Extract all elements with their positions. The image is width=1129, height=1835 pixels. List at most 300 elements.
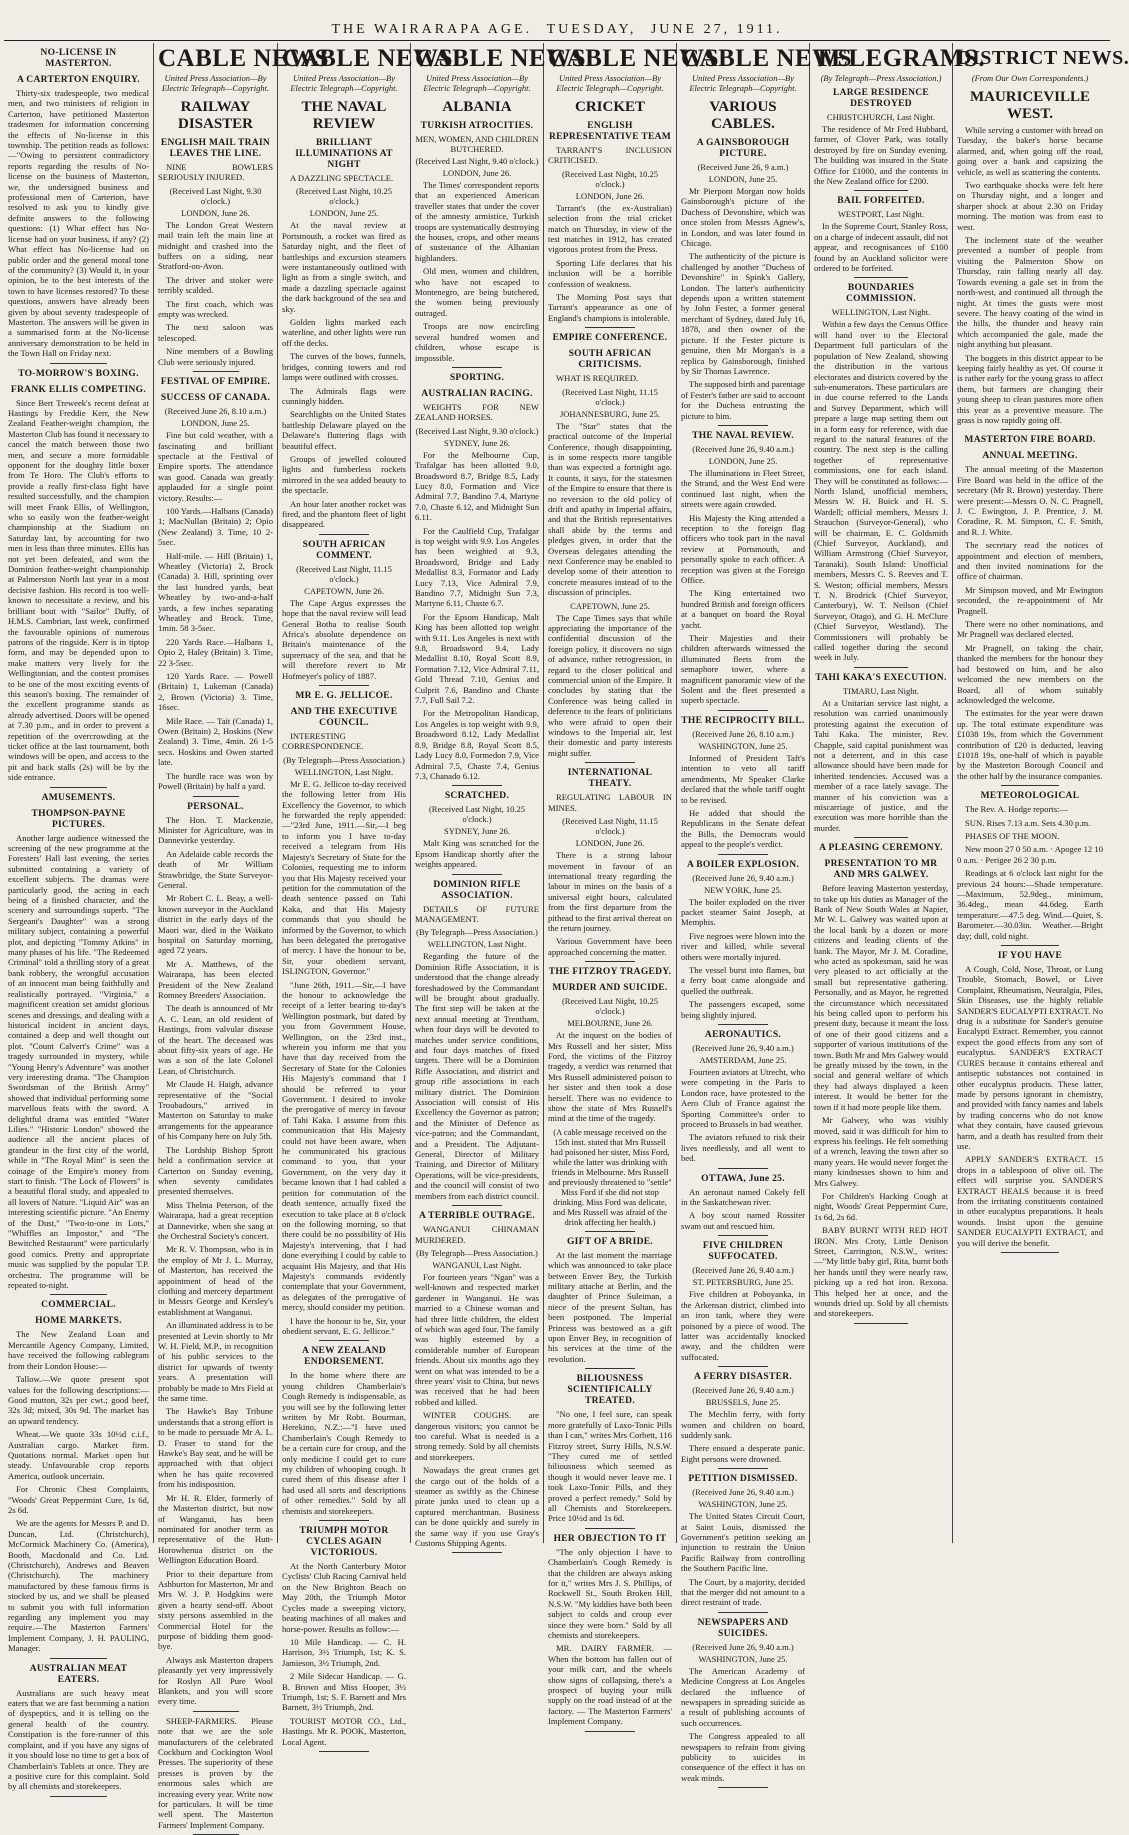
paragraph: A Cough, Cold, Nose, Throat, or Lung Trouble, Stomach, Bowel, or Liver Complaint, Rheumatism, Neuralgia, Piles, Skin Diseases, use the highly reliable SANDER'S EUCALYPTI EXTRACT. No drug is a substitute for Sander's genuine Eucalypti Extract. Remember, you cannot expect the good effects from any sort of eucalyptus. SANDER'S EXTRACT CURES because it contains ethereal and antiseptic substances not contained in other eucalyptus products. These latter, made by persons ignorant in chemistry, and provided with fancy names and labels by trading concerns who do not know what they contain, have caused grievous harm, and a death has resulted from their use. (957, 964, 1103, 1151)
article (158, 802, 273, 1712)
article-headline: BOUNDARIES COMMISSION. (845, 283, 917, 305)
column-1 (4, 43, 154, 1792)
paragraph: Mr Pragnell, on taking the chair, thanked the members for the honour they had bestowed on him, and he also welcomed the new members on the Board, all of whom suitably acknowledged the welcome. (957, 642, 1103, 705)
paragraph: Two earthquake shocks were felt here on Thursday night, and a longer and sharper shock at about 2.30 on Friday morning. The motion was from east to west. (957, 180, 1103, 232)
paragraph: Their Majesties and their children afterwards witnessed the illuminated fleets from the semaphore tower, where a magnificent panoramic view of the Solent and the fleet presented a superb spectacle. (681, 633, 805, 706)
article-subheadline: MURDER AND SUICIDE. (552, 983, 668, 994)
dateline: WELLINGTON, Last Night. (427, 939, 527, 950)
paragraph: Fine but cold weather, with a fascinating and brilliant spectacle at the Festival of Empire sports. The attendance was good. Canada was greatly applauded for a single point victory. Results:— (158, 430, 273, 503)
article-headline: A NEW ZEALAND ENDORSEMENT. (302, 1346, 386, 1368)
article (415, 880, 539, 1207)
paragraph: The American Academy of Medicine Congress at Los Angeles declared the influence of newspapers in spreading suicide as a result of publishing accounts of such occurrences. (681, 1665, 805, 1728)
dateline: BRUSSELS, June 25. (705, 1397, 781, 1408)
dateline: WASHINGTON, June 25. (698, 1653, 788, 1664)
article (681, 716, 805, 855)
column-byline: United Press Association—By Electric Telegraph—Copyright. (689, 73, 797, 93)
paragraph: The Cape Argus expresses the hope that the naval review will lead General Botha to realise South Africa's absolute dependence on Britain's maintenance of the supremacy of the sea, and that he will therefore revert to Mr Hofmeyer's policy of 1887. (282, 597, 406, 681)
article (957, 89, 1103, 430)
paragraph: Nine members of a Bowling Club were seriously injured. (158, 346, 273, 367)
article-divider (718, 1366, 768, 1367)
paragraph: The aviators refused to risk their lives needlessly, and all went to bed. (681, 1132, 805, 1164)
dateline: NEW YORK, June 25. (704, 884, 782, 895)
dateline: (By Telegraph—Press Association.) (416, 927, 538, 938)
article (282, 540, 406, 686)
article-divider (718, 1168, 768, 1169)
paragraph: Tarrant's (the ex-Australian) selection from the trial cricket match on Thursday, in view of the test matches in 1912, has created vigorous protest from the Press. (548, 202, 672, 255)
article-divider (193, 796, 239, 797)
paragraph: Golden lights marked each waterline, and other lights were run off the decks. (282, 317, 406, 348)
article (8, 369, 149, 788)
article-subheadline: AND THE EXECUTIVE COUNCIL. (290, 707, 398, 729)
paragraph: An Adelaide cable records the death of Mr William Strawbridge, the State Surveyor-General. (158, 848, 273, 890)
article (548, 1374, 672, 1528)
article-divider (319, 1520, 369, 1521)
article-headline: TRIUMPH MOTOR CYCLES AGAIN VICTORIOUS. (299, 1526, 389, 1559)
paragraph: APPLY SANDER'S EXTRACT. 15 drops in a tablespoon of olive oil. The effect will surprise you. SANDER'S EXTRACT HEALS because it is freed from the irritating constituents contained in other eucalyptus preparations. It heals wounds. Insist upon the genuine SANDER EUCALYPTI EXTRACT, and you will derive the benefit. (957, 1154, 1103, 1248)
article (282, 99, 406, 535)
column-byline: United Press Association—By Electric Telegraph—Copyright. (290, 73, 398, 93)
article-divider (585, 1368, 635, 1369)
paragraph: Fourteen aviators at Utrecht, who were competing in the Paris to London race, have protested to the Aero Club of France against the Sporting Committee's order to proceed to Brussels in bad weather. (681, 1067, 805, 1130)
article-headline: MAURICEVILLE WEST. (969, 89, 1090, 122)
paragraph: The next saloon was telescoped. (158, 322, 273, 343)
dateline: (By Telegraph—Press Association.) (283, 754, 405, 765)
paragraph: The Cape Times says that while appreciating the importance of the confidential discussion of the foreign policy, it discovers no sign of advance, rather retrogression, in regard to the closer political and commercial union of the Empire. It concludes by stating that the Conference was being called in deference to the fears of politicians who were afraid to open their windows to the Imperial air, lest their domestic and party interests might suffer. (548, 612, 672, 758)
article (681, 431, 805, 711)
paragraph: In the Supreme Court, Stanley Ross, on a charge of indecent assault, did not appear, and recognisances of £100 found by an Auckland solicitor were ordered to be forfeited. (814, 221, 948, 274)
article (814, 673, 948, 838)
article-headline: THE NAVAL REVIEW (301, 99, 387, 132)
dateline: LONDON, June 26. (181, 207, 250, 218)
article-divider (585, 1231, 635, 1232)
article (681, 99, 805, 426)
article-divider (854, 667, 908, 668)
paragraph: WINTER COUGHS. are dangerous visitors; you cannot be too careful. What is needed is a strong remedy. Sold by all chemists and storekeepers. (415, 1410, 539, 1462)
paragraph: SHEEP-FARMERS. Please note that we are the sole manufacturers of the celebrated Cockburn and Cockington Wool Presses. The superiority of these presses is proven by the enormous sales which are increasing every year. Write now for particulars. It will be time well spent. The Masterton Farmers' Implement Company. (158, 1715, 273, 1830)
article (282, 691, 406, 1341)
article (814, 283, 948, 667)
dateline: (Received Last Night, 9.40 o'clock.) (415, 156, 539, 166)
article-headline: AUSTRALIAN MEAT EATERS. (29, 1663, 128, 1685)
paragraph: The Morning Post says that Tarrant's appearance as one of England's champions is intolerable. (548, 292, 672, 323)
article-headline: GIFT OF A BRIDE. (566, 1236, 654, 1247)
paragraph: Mr Robert C. L. Beay, a well-known surveyor in the Auckland district in the early days of the Maori war, died in the Waikato hospital on Saturday morning, aged 72 years. (158, 893, 273, 956)
article (681, 1241, 805, 1367)
article-subheadline: SOUTH AFRICAN CRITICISMS. (568, 349, 652, 371)
paragraph: There is a strong labour movement in favour of an international treaty regarding the labour in mines on the basis of a universal eight hours, calculated from the first departure from the pithead to the first arrival thereat on the return journey. (548, 850, 672, 933)
paragraph: An illuminated address is to be presented at Levin shortly to Mr W. H. Field, M.P., in recognition of his public services to the district for upwards of twenty years. A presentation will probably be made to Mrs Field at the same time. (158, 1320, 273, 1404)
dateline: LONDON, June 25. (708, 455, 778, 466)
article (681, 860, 805, 1025)
paragraph: Old men, women and children, who have not escaped to Montenegro, are being butchered, the women being previously outraged. (415, 266, 539, 318)
dateline: (Received Last Night, 9.30 o'clock.) (415, 425, 539, 436)
article-headline: RAILWAY DISASTER (177, 99, 254, 132)
article-headline: FESTIVAL OF EMPIRE. (160, 377, 271, 388)
article-headline: TAHI KAKA'S EXECUTION. (815, 672, 947, 683)
article-headline: PETITION DISMISSED. (688, 1474, 798, 1485)
dateline: TIMARU, Last Night. (842, 685, 920, 696)
article (415, 1211, 539, 1553)
paragraph: Regarding the future of the Dominion Rifle Association, it is understood that the change already foreshadowed by the Commandant will be brought about gradually. The first step will be taken at the next annual meeting at Trentham, when four days will be devoted to matches under service conditions, and four days matches of fixed targets. There will be a Dominion Rifle Association, and district and group rifle associations in each military district. The Dominion Association will consist of His Excellency the Governor as patron; and the Minister of Defence as vice-patron; and the Commandant, and a President. The Adjutant-General, Director of Military Training, and Director of Military Operations, will be vice-presidents, and the council will consist of two members from each district council. (415, 951, 539, 1201)
article-divider (193, 371, 239, 372)
paragraph: An aeronaut named Cokely fell in the Saskatchewan river. (681, 1186, 805, 1208)
paragraph: The first coach, which was empty was wrecked. (158, 298, 273, 320)
dateline: (Received Last Night, 11.15 o'clock.) (296, 563, 392, 584)
paragraph: The Court, by a majority, decided that the merger did not amount to a direct restraint of trade. (681, 1576, 805, 1608)
dateline: LONDON, June 26. (442, 168, 512, 178)
article (158, 99, 273, 372)
article-subheadline: ENGLISH MAIL TRAIN LEAVES THE LINE. (160, 138, 271, 159)
paragraph: The "Star" states that the practical outcome of the Imperial Conference, though disappointing, is in some respects more tangible than was expected a fortnight ago. It counts, it says, for the statesmen of the Empire to ensure that there is no reversion to the old policy of drift and apathy in Imperial affairs, and that the British representatives shall abide by the terms and pledges given, in order that the Overseas delegates attending the next Conference may be enabled to develop some of their attention to concrete measures instead of to the discussion of principles. (548, 420, 672, 598)
article (814, 196, 948, 278)
paragraph: "No one, I feel sure, can speak more gratefully of Laxo-Tonic Pills than I can," writes Mrs Corbett, 116 Fitzroy street, Surry Hills, N.S.W. "They cured me of settled biliousness which seemed as though it would never leave me. I took Laxo-Tonic Pills, and they proved a perfect remedy." Sold by all Chemists and Storekeepers. Price 10½d and 1s 6d. (548, 1409, 672, 1524)
paragraph: Before leaving Masterton yesterday, to take up his duties as Manager of the Bank of New South Wales at Napier, Mr W. L. Galwey was waited upon at the local bank by a dozen or more citizens and leading clients of the bank. The Mayor, Mr J. M. Coradine, who acted as spokesman, said he was very pleased to act officially at the small but representative gathering. Personally, and as Mayor, he regretted the circumstance which necessitated his being called upon to perform his present duty, because it meant the loss of one of their good citizens and a supporter of various institutions of the town. Both Mr and Mrs Galwey would be greatly missed by the town, in the social and general welfare of which they had always displayed a keen interest. It would be better for the town if it had more people like them. (814, 883, 948, 1112)
paragraph: Mr Pierpont Morgan now holds Gainsborough's picture of the Duchess of Devonshire, which was once stolen from Messrs Agnew's, in London, and was later found in Chicago. (681, 186, 805, 249)
paragraph: Wheat.—We quote 33s 10½d c.i.f., Australian cargo. Market firm. Quotations normal. Market open but steady. Unfavourable crop reports America, outlook uncertain. (8, 1429, 149, 1481)
dateline: (Received Last Night, 11.15 o'clock.) (562, 816, 658, 837)
article-headline: INTERNATIONAL THEATY. (567, 768, 653, 790)
paragraph: SUN. Rises 7.13 a.m. Sets 4.30 p.m. (965, 817, 1091, 828)
paragraph: MR. DAIRY FARMER. — When the bottom has fallen out of your milk cart, and the wheels show signs of collapsing, there's a prospect of buying your milk supply on the road instead of at the factory. — The Masterton Farmers' Implement Company. (548, 1643, 672, 1727)
paragraph: 2 Mile Sidecar Handicap. — G. B. Brown and Miss Hooper, 3½ Triumph, 1st; S. F. Barnett and Mrs Barnett, 3½ Triumph, 2nd. (282, 1671, 406, 1713)
article-subheadline: FRANK ELLIS COMPETING. (10, 384, 147, 395)
paragraph: The King entertained two hundred British and foreign officers at a banquet on board the Royal yacht. (681, 588, 805, 630)
paragraph: "June 26th, 1911.—Sir,—I have the honour to acknowledge the receipt of a letter bearing to-day's Wellington postmark, but dated by you from Government House, Wellington, on the 23rd inst., wherein you inform me that you have that day received from the Secretary of State for the Colonies His Majesty's command that I should be referred to your Government. I desired to invoke the prerogative of mercy in favour of Tahi Kaka. I assume from this communication that His Majesty could not have been aware, when he communicated his gracious command to you, that your Government, on the very day it became known that I had cabled a petition for commutation of the death sentence, actually fixed the execution to take place at 8 o'clock on the following morning, so that there could be no possibility of His Majesty's intervening, that I had done everything I could by cable to acquaint His Majesty, and that His Majesty's commands evidently contemplate that your Government, as delegates of the prerogative of mercy, should consider my petition. (282, 979, 406, 1313)
paragraph: For the Melbourne Cup, Trafalgar has been allotted 9.0, Broadsword 8.7, Bridge 8.5, Lady Lucy 8.0, Formation and Vice Admiral 7.7, Bandino 7.4, Martyne 7.0, Chaste 6.12, and Midnight Sun 6.11. (415, 449, 539, 523)
paragraph: Mr H. R. Elder, formerly of the Masterton district, but now of Wanganui, has been nominated for another term as representative of the Hutt-Horowhenua district on the Wellington Education Board. (158, 1492, 273, 1566)
columns-container (4, 43, 1129, 1830)
paragraph: Thirty-six tradespeople, two medical men, and two ministers of religion in Carterton, have petitioned Masterton tradesmen for information concerning the effects of No-license in this township. The petition reads as follows:—"Owing to persistent contradictory reports regarding the results of No-license on the business of Masterton, we, the undersigned business and professional men of Carterton, have resolved to ask you to kindly give definite answers to the following questions: (1) What effect has No-license had on your business, if any? (2) What effect has No-license had on public order and the general moral tone of the community? (3) Would it, in your opinion, be to the best interests of the town to have licenses restored? To these questions, answers have already been given by about seventy tradespeople of Masterton. The answers will be given in a summarised form at the No-license anniversary demonstration to be held in the Town Hall on Friday next. (8, 88, 149, 359)
article-divider (50, 787, 106, 788)
article-divider (1001, 429, 1059, 430)
article-divider (452, 1205, 502, 1206)
paragraph: For Children's Hacking Cough at night, Woods' Great Peppermint Cure, 1s 6d, 2s 6d. (814, 1190, 948, 1222)
article (548, 333, 672, 763)
article (8, 793, 149, 1296)
article-headline: AMUSEMENTS. (41, 792, 116, 803)
paragraph: Mr R. V. Thompson, who is in the employ of Mr J. L. Murray, of Masterton, has received the appointment of head of the clothing and mercery department in Messrs George and Kersley's establishment at Wanganui. (158, 1244, 273, 1317)
column-masthead: CABLE NEWS (158, 45, 330, 72)
article-headline: NEWSPAPERS AND SUICIDES. (697, 1617, 789, 1639)
dateline: (Received June 26, 9.40 a.m.) (692, 443, 794, 454)
paragraph: The boggets in this district appear to be keeping fairly healthy as yet. Of course it is rather early for the young grass to affect them, but farmers are changing their young sheep to clean pastures more often this year as a preventive measure. The grass is now rapidly going off. (957, 352, 1103, 425)
paragraph: The Hawke's Bay Tribune understands that a strong effort is to be made to persuade Mr A. L. D. Fraser to stand for the Hawke's Bay seat, and he will be approached with that object when he has quite recovered from his indisposition. (158, 1406, 273, 1490)
column-masthead: CABLE NEWS (282, 45, 454, 72)
article-divider (585, 762, 635, 763)
column-3 (278, 43, 454, 1747)
article (957, 435, 1103, 786)
article (158, 377, 273, 796)
article (415, 373, 539, 786)
article-divider (718, 1235, 768, 1236)
article-divider (854, 837, 908, 838)
paragraph: The curves of the bows, funnels, bridges, conning towers and rod lamps were outlined with crosses. (282, 351, 406, 383)
paragraph: DETAILS OF FUTURE MANAGEMENT. (415, 903, 539, 924)
column-masthead: DISTRICT NEWS. (957, 47, 1129, 69)
article-headline: THE FITZROY TRAGEDY. (548, 967, 672, 978)
article-headline: VARIOUS CABLES. (709, 99, 777, 132)
paragraph: WANGANUI CHINAMAN MURDERED. (415, 1224, 539, 1245)
paragraph: The supposed birth and parentage of Fester's father are said to account for the Duchess entrusting the picture to him. (681, 379, 805, 421)
paragraph: Prior to their departure from Ashburton for Masterton, Mr and Mrs W. J. P. Hodgkins were given a hearty send-off. About sixty persons assembled in the Commercial Hotel for the purpose of bidding them good-bye. (158, 1568, 273, 1652)
dateline: JOHANNESBURG, June 25. (559, 408, 661, 419)
dateline: MEN, WOMEN, AND CHILDREN BUTCHERED. (415, 134, 539, 154)
paragraph: Troops are now encircling several hundred women and children, whose escape is impossible. (415, 321, 539, 363)
article-divider (1001, 945, 1059, 946)
paragraph: Tallow.—We quote present spot values for the following descriptions:—Good mutton, 32s per cwt.; good beef, 32s 3d; mixed, 30s 9d. The market has an upward tendency. (8, 1374, 149, 1426)
dateline: (Received Last Night, 10.25 o'clock.) (295, 186, 393, 207)
paragraph: The New Zealand Loan and Mercantile Agency Company, Limited, have received the following cablegram from their London House:— (8, 1329, 149, 1371)
column-byline: United Press Association—By Electric Telegraph—Copyright. (556, 73, 664, 93)
masthead (0, 0, 1114, 40)
paragraph: For fourteen years "Ngan" was a well-known and respected market gardener in Wanganui. He was married to a Chinese woman and had three little children, the eldest of which was aged four. The family was highly esteemed by a considerable number of European friends. About six months ago they went on what was intended to be a three years' visit to China, but news was received that he had been robbed and killed. (415, 1271, 539, 1407)
paragraph: Another large audience witnessed the screening of the new programme at the Foresters' Hall last evening, the series submitted containing a variety of excellent subjects. The dramas were particularly good, the acting in each being of a finished character, and the scenery and surroundings superb. "The Sergeant's Daughter" was a strong military subject, containing a powerful plot, and depicting "Tommy Atkins" in many phases of his life. "The Redeemed Criminal" told a thrilling story of a great bank robbery, the wrongful accusation of an innocent man being faithfully and realistically portrayed. "Virginia," a magnificent creation set amidst glorious scenes and dressings, and dealing with a historical incident in ancient days, contained a deep and well thought out plot. "Count Calvert's Crime" was a tragedy surrounded in mystery, while "Young Henry's Adventure" was another very interesting drama. "The Champion Swordsman of the British Army" showed that individual performing some marvellous feats with the sword. A delightful drama was entitled "Water Lilies." "Historic London" showed the audience all the ancient places of grandeur in the first city of the world, while in "The Royal Mint" is seen the coinage of the Empire's money from start to finish. "The Lock of Flowers" is a beautiful floral study, and appealed to all lovers of Nature. "Liquid Air" was an interesting scientific picture. "An Enemy of the Dust," "Two-to-one in Lots," "Whiffles an Impostor," and "The Bewitched Restaurant" were particularly good comics. Pretty and appropriate music was supplied by the popular T.P. orchestra. The programme will be repeated to-night. (8, 832, 149, 1291)
paragraph: Mr Galwey, who was visibly moved, said it was difficult for him to express his feelings. He felt something of a wrench, leaving the town after so many years. He would never forget the many kindnesses shown to him and Mrs Galwey. (814, 1115, 948, 1188)
article-divider (718, 710, 768, 711)
paragraph: At the inquest on the bodies of Mrs Russell and her sister, Miss Ford, the victims of the Fitzroy tragedy, a verdict was returned that Mrs Russell administered poison to her sister and then took a dose herself. There was no evidence to show the state of Mrs Russell's mind at the time of the tragedy. (548, 1030, 672, 1124)
article-headline: A FERRY DISASTER. (693, 1372, 793, 1383)
paragraph: Various Government have been approached concerning the matter. (548, 936, 672, 957)
article (8, 1300, 149, 1658)
article-headline: MASTERTON FIRE BOARD. (964, 435, 1096, 446)
paragraph: The Lordship Bishop Sprott held a confirmation service at Carterton on Sunday evening, when seventy candidates presented themselves. (158, 1144, 273, 1197)
dateline: (Received June 26, 9 a.m.) (697, 162, 789, 172)
dateline: LONDON, June 25. (181, 418, 250, 429)
article-headline: SPORTING. (449, 372, 505, 383)
dateline: (Received June 26, 9.40 a.m.) (692, 1487, 794, 1498)
article (957, 951, 1103, 1253)
article-subheadline: HOME MARKETS. (35, 1316, 122, 1327)
article-headline: THE NAVAL REVIEW. (692, 430, 794, 441)
paragraph: Informed of President Taft's intention to veto all tariff amendments, Mr Speaker Clarke declared that the whole tariff ought to be revised. (681, 752, 805, 805)
dateline: (By Telegraph—Press Association.) (416, 1247, 538, 1258)
article-headline: A PLEASING CEREMONY. (819, 843, 943, 854)
dateline: (Received June 26, 9.40 a.m.) (692, 872, 794, 883)
paragraph: Groups of jewelled coloured lights and fumberless rockets mirrored in the sea added beauty to the spectacle. (282, 453, 406, 496)
paragraph: Five children at Poboyanka, in the Arkensan district, climbed into an iron tank, where they were poisoned by a piece of wood. The latter was accidentally knocked away, and the children were suffocated. (681, 1289, 805, 1362)
paragraph: There were no other nominations, and Mr Pragnell was declared elected. (957, 619, 1103, 640)
paragraph: For the Caulfield Cup, Trafalgar is top weight with 9.9. Los Angeles has been weighted at 9.3, Broadsword, Bridge and Lady Medallist 8.3, Formator and Lady Lucy 7.13, Vice Admiral 7.9, Bandino 7.7, Midnight Sun 7.3, Martyne 6.11, Chaste 6.7. (415, 525, 539, 609)
paragraph: TARRANT'S INCLUSION CRITICISED. (548, 145, 672, 166)
paragraph: The residence of Mr Fred Hubbard, farmer, of Clover Park, was totally destroyed by fire on Sunday evening. The building was insured in the State Office for £1000, and the contents in the New Zealand office for £200. (814, 124, 948, 187)
paragraph: "The only objection I have to Chamberlain's Cough Remedy is that the children are always asking for it," writes Mrs J. S. Phillips, of Rockwell St., South Broken Hill, N.S.W. "My kiddies have both been subject to colds and croup ever since they were born." Sold by all chemists and storekeepers. (548, 1546, 672, 1640)
article (548, 768, 672, 962)
article (681, 1174, 805, 1237)
paragraph: At the North Canterbury Motor Cyclists' Club Racing Carnival held on the New Brighton Beach on May 20th, the Triumph Motor Cycles made a sweeping victory, beating machines of all makes and horse-power. Results as follow:— (282, 1561, 406, 1634)
masthead-rule (4, 40, 1110, 41)
masthead-date: JUNE 27, 1911. (650, 22, 783, 37)
paragraph: For the Metropolitan Handicap, Los Angeles is top weight with 9.9, Broadsword 8.12, Lady Medallist 8.9, Bridge 8.8, Royal Scott 8.5, Lady Lucy 8.0, Formedon 7.9, Vice Admiral 7.5, Chaste 7.4, Genius 7.3, Chanado 6.12. (415, 708, 539, 781)
article-divider (452, 874, 502, 875)
article-subheadline: TURKISH ATROCITIES. (420, 121, 534, 131)
masthead-title: THE WAIRARAPA AGE. (331, 22, 533, 37)
paragraph: The death is announced of Mr A. C. Lean, an old resident of Hastings, from valvular disease of the heart. The deceased was about fifty-six years of age. He was a son of the late Colonel Lean, of Christchurch. (158, 1003, 273, 1076)
article-divider (50, 1658, 106, 1659)
paragraph: At a Unitarian service last night, a resolution was carried unanimously protesting against the execution of Tahi Kaka. The minister, Rev. Chapple, said capital punishment was not a deterrent, and in this case allowance should have been made for inherited tendencies. Accused was a member of a race lately savage. The manner of his conviction was a miscarriage of justice, and the execution was more horrible than the murder. (814, 697, 948, 833)
article-headline: THE RECIPROCITY BILL. (681, 715, 805, 726)
dateline: WASHINGTON, June 25. (698, 740, 788, 751)
article-divider (718, 1787, 768, 1788)
dateline: (Received June 26, 9.40 a.m.) (692, 1385, 794, 1396)
article-headline: BILIOUSNESS SCIENTIFICALLY TREATED. (567, 1374, 653, 1407)
article-divider (854, 1323, 908, 1324)
paragraph: For Chronic Chest Complaints, "Woods' Great Peppermint Cure, 1s 6d, 2s 6d. (8, 1484, 149, 1515)
article-headline: HER OBJECTION TO IT (553, 1533, 667, 1544)
dateline: WELLINGTON, Last Night. (831, 307, 931, 318)
article-divider (50, 1796, 106, 1797)
article-divider (452, 367, 502, 368)
paragraph: INTERESTING CORRESPONDENCE. (282, 731, 364, 752)
column-byline: United Press Association—By Electric Telegraph—Copyright. (161, 73, 270, 93)
article-headline: COMMERCIAL. (41, 1300, 116, 1311)
article (282, 1526, 406, 1752)
article-headline: FIVE CHILDREN SUFFOCATED. (702, 1241, 784, 1263)
article-divider (452, 785, 502, 786)
paragraph: The secretary read the notices of appointment and election of members, and then invited nominations for the office of chairman. (957, 540, 1103, 582)
article-divider (585, 1528, 635, 1529)
paragraph: The driver and stoker were terribly scalded. (158, 274, 273, 296)
paragraph: A DAZZLING SPECTACLE. (290, 173, 394, 183)
article-subheadline: ANNUAL MEETING. (982, 451, 1078, 462)
paragraph: The Admirals flags were cunningly hidden. (282, 385, 406, 406)
paragraph: The United States Circuit Court, at Saint Louis, dismissed the Government's petition seeking an injunction to restrain the Union Pacific Railway from controlling the Southern Pacific line. (681, 1511, 805, 1574)
article (548, 1237, 672, 1369)
article-headline: SOUTH AFRICAN COMMENT. (302, 539, 386, 561)
paragraph: The Times' correspondent reports that an experienced American traveller states that under the cover of the amnesty armistice, Turkish troops are systematically destroying the houses, crops, and other means of sustenance of the Albanian highlanders. (415, 180, 539, 263)
article-subheadline: A CARTERTON ENQUIRY. (17, 75, 140, 85)
paragraph: WEIGHTS FOR NEW ZEALAND HORSES. (415, 401, 539, 423)
paragraph: Mr E. G. Jellicoe to-day received the following letter from His Excellency the Governor, to which he forwarded the reply appended:—"23rd June, 1911.—Sir,—I beg to inform you I have to-day received a telegram from His Majesty's Secretary of State for the Colonies, requesting me to inform you that His Majesty received your petition for the commutation of the death sentence passed on Tahi Kaka, and that His Majesty commands that you should be informed by the Governor, to which has been delegated the prerogative of mercy. I have the honour to be, Sir, your obedient servant, ISLINGTON, Governor." (282, 778, 406, 977)
article (681, 1372, 805, 1469)
article-subheadline: SUCCESS OF CANADA. (160, 393, 271, 404)
dateline: ST. PETERSBURG, June 25. (692, 1277, 794, 1288)
article-headline: DOMINION RIFLE ASSOCIATION. (433, 879, 521, 901)
paragraph: We are the agents for Messrs P. and D. Duncan, Ltd. (Christchurch), McCormick Machinery Co. (America), Booth, Macdonald and Co. Ltd. (Christchurch), Andrews and Beaven (Christchurch). The machinery manufactured by these famous firms is stocked by us, and we shall be pleased to submit you with full information regarding any implement you may require.—The Masterton Farmers' Implement Company, J. H. PAULING, Manager. (8, 1518, 149, 1654)
paragraph: Since Bert Treweek's recent defeat at Hastings by Freddie Kerr, the New Zealand Feather-weight champion, the Masterton Club has found it necessary to cancel the match between those two men, and secure a more formidable opponent for the doughty little boxer from Te Horo. The Club's efforts to provide a really first-class fight have resulted successfully, and the champion will meet Frank Ellis, of Wellington, who so easily won the feather-weight championship at the Stadium on Saturday last, by accounting for two men in less than three minutes. Ellis has not yet been defeated, and won the Dominion feather-weight championship at Palmerston North last year in a most decisive fashion. His record is too well-known to necessitate a review, and his brilliant bout with "Sailor" Duffy, of H.M.S. Cambrian, last week, confirmed the favourable opinions of numerous patrons of the ringside. Kerr is in tiptop form, and may be depended upon to make matters very lively for the Wellingtonian, and the contest promises to be one of the most exciting events of this season's boxing. The remainder of the excellent programme stands as already advertised. Doors will be opened at 7.30 p.m., and in order to prevent a repetition of the overcrowding at the ticket office at the last tournament, both windows will be open, and access to the pit and back stalls (2s) will be by the side entrance. (8, 397, 149, 783)
paragraph: New moon 27 0 50 a.m. · Apogee 12 10 0 a.m. · Perigee 26 2 30 p.m. (957, 844, 1103, 865)
paragraph: In the home where there are young children Chamberlain's Cough Remedy is indispensable, as you will see by the following letter written by Mr Robt. Bourman, Herekino, N.Z.:—"I have used Chamberlain's Cough Remedy to be a certain cure for croup, and the only medicine I could get to cure my children of whooping cough. It cured them of this disease after I had used all sorts and descriptions of other remedies." Sold by all chemists and storekeepers. (282, 1370, 406, 1516)
paragraph: REGULATING LABOUR IN MINES. (548, 792, 672, 813)
article-headline: OTTAWA, June 25. (701, 1173, 785, 1184)
column-7 (810, 43, 986, 1543)
paragraph: The vessel burst into flames, but a ferry boat came alongside and quelled the outbreak. (681, 964, 805, 996)
dateline: (Received Last Night, 10.25 o'clock.) (428, 804, 526, 825)
article-headline: TO-MORROW'S BOXING. (18, 368, 139, 379)
paragraph: Readings at 6 o'clock last night for the previous 24 hours:—Shade temperature.—Maximum, 52.9deg., minimum, 36.4deg., mean 44.6deg. Earth temperature.—47.5 deg. Wind.—Quiet, S. Barometer.—30.03in. Weather.—Bright day; dull, cold night. (957, 868, 1103, 941)
dateline: AMSTERDAM, June 25. (699, 1055, 787, 1065)
paragraph: The London Great Western mail train left the main line at midnight and crashed into the buffers on a siding, near Stratford-on-Avon. (158, 219, 273, 272)
paragraph: The authenticity of the picture is challenged by another "Duchess of Devonshire" in Spink's Gallery, London. The latter's authenticity depends upon a written statement by John Fester, a former general merchant of Sydney, dated July 16, 1878, and then owner of the picture. If the Fester picture is genuine, then Mr Morgan's is a replica by Gainsborough, finished by Sir Thomas Lawrence. (681, 251, 805, 376)
column-masthead: TELEGRAMS. (814, 45, 986, 72)
article-divider (718, 854, 768, 855)
paragraph: Mile Race. — Tait (Canada) 1, Owen (Britain) 2, Hoskins (New Zealand) 3. Time, 4min. 26 1-5 secs. Hoskins and Owen started late. (158, 715, 273, 768)
article (681, 1030, 805, 1169)
dateline: WESTPORT, Last Night. (837, 209, 925, 220)
paragraph: Five negroes were blown into the river and killed, while several others were mortally injured. (681, 930, 805, 962)
dateline: WANGANUI, Last Night. (432, 1259, 522, 1270)
paragraph: Australians are such heavy meat eaters that we are fast becoming a nation of dyspeptics, and it is telling on the general health of the country. Constipation is the fore-runner of this complaint, and if you have any signs of it you should lose no time to get a box of Chamberlain's Tablets at once. They are a positive cure for this complaint. Sold by all chemists and storekeepers. (8, 1687, 149, 1792)
article-headline: NO-LICENSE IN MASTERTON. (40, 48, 117, 69)
dateline: LONDON, June 25. (309, 208, 379, 219)
article-headline: A TERRIBLE OUTRAGE. (418, 1211, 536, 1222)
article-divider (585, 327, 635, 328)
paragraph: He added that should the Republicans in the Senate defeat the Bills, the Democrats would appeal to the people's verdict. (681, 807, 805, 850)
paragraph: The hurdle race was won by Powell (Britain) by half a yard. (158, 770, 273, 792)
article-headline: CRICKET (574, 99, 645, 115)
article-divider (319, 1751, 369, 1752)
paragraph: 220 Yards Race.—Halbans 1, Opio 2, Haley (Britain) 3. Time, 22 3-5sec. (158, 636, 273, 668)
article-headline: AERONAUTICS. (704, 1030, 782, 1040)
article (548, 99, 672, 328)
paragraph: The Congress appealed to all newspapers to refrain from giving publicity to suicides in consequence of the effect it has on weak minds. (681, 1731, 805, 1783)
article-headline: METEOROLOGICAL (980, 791, 1080, 802)
paragraph: The estimates for the year were drawn up. The total estimate expenditure was £1038 19s, from which the Government contribution of £20 is deducted, leaving £1018 19s, one-half of which is payable by the Masterton Borough Council and the other half by the insurance companies. (957, 708, 1103, 781)
article (158, 1716, 273, 1835)
article (814, 88, 948, 191)
article-divider (319, 534, 369, 535)
paragraph: Mr Simpson moved, and Mr Ewington seconded, the re-appointment of Mr Pragnell. (957, 584, 1103, 616)
article-divider (718, 1024, 768, 1025)
article-subheadline: BRILLIANT ILLUMINATIONS AT NIGHT (295, 138, 393, 170)
paragraph: Nowadays the great cranes get the cargo out of the holds of a steamer as swiftly as the Chinese pirate junks used to clean up a captured merchantman. Business can be done quickly and surely in the same way if you use Gray's Customs Shipping Agents. (415, 1465, 539, 1549)
article (957, 791, 1103, 946)
article-subheadline: PRESENTATION TO MR AND MRS GALWEY. (824, 859, 938, 881)
column-byline: (By Telegraph—Press Association.) (820, 73, 942, 83)
dateline: (Received Last Night, 9.30 o'clock.) (169, 185, 262, 206)
paragraph: Half-mile. — Hill (Britain) 1, Wheatley (Victoria) 2, Brock (Canada) 3. Hill, sprinting over the last hundred yards, beat Wheatley by two-and-a-half yards, a few inches separating Wheatley and Brock. Time, 1min. 58 3-5sec. (158, 550, 273, 634)
article-divider (718, 1612, 768, 1613)
article (8, 1664, 149, 1797)
article-divider (854, 277, 908, 278)
article-divider (452, 1552, 502, 1553)
dateline: WASHINGTON, June 25. (698, 1499, 788, 1510)
paragraph: The Rev. A. Hodge reports:— (965, 804, 1069, 815)
article-divider (193, 1711, 239, 1712)
article-headline: IF YOU HAVE (997, 951, 1063, 962)
dateline: CAPETOWN, June 25. (570, 600, 650, 611)
article-divider (50, 363, 106, 364)
paragraph: 120 Yards Race. — Powell (Britain) 1, Lukeman (Canada) 2, Brown (Victoria) 3. Time, 16sec. (158, 671, 273, 713)
paragraph: The inclement state of the weather prevented a number of people from visiting the Palmerston Show on Thursday, rain falling nearly all day. Towards evening a gale set in from the north-west, and continued all through the night. At times the gusts were most severe. The heavy coating of the wind in the hills, the thunder and heavy rain which accompanied the gale, made the night anything but pleasant. (957, 235, 1103, 350)
column-masthead: CABLE NEWS (548, 45, 720, 72)
article-divider (319, 1340, 369, 1341)
article (814, 843, 948, 1324)
article-divider (1001, 1252, 1059, 1253)
dateline: (Received June 26, 8.10 a.m.) (164, 406, 267, 417)
paragraph: Mr Claude H. Haigh, advance representative of the "Social Troubadours," arrived in Masterton on Saturday to make arrangements for the appearance of his Company here on July 5th. (158, 1079, 273, 1142)
article-headline: BAIL FORFEITED. (837, 196, 925, 207)
article-headline: ALBANIA (442, 99, 512, 115)
column-4 (411, 43, 587, 1549)
column-byline: (From Our Own Correspondents.) (971, 73, 1089, 83)
paragraph: The illuminations in Fleet Street, the Strand, and the West End were continued last night, when the streets were again crowded. (681, 467, 805, 510)
paragraph: Malt King was scratched for the Epsom Handicap shortly after the weights appeared. (415, 838, 539, 870)
paragraph: An hour later another rocket was fired, and the phantom fleet of light disappeared. (282, 498, 406, 530)
paragraph: Always ask Masterton drapers pleasantly yet very impressively for Roslyn All Pure Wool Blankets, and you will score every time. (158, 1654, 273, 1707)
dateline: (Received June 26, 9.40 a.m.) (692, 1265, 794, 1276)
paragraph: Within a few days the Census Office will hand over to the Electoral Department full particulars of the population of New Zealand, showing the distribution in the various electorates and districts covered by the sub-enumerators. These particulars are in due course referred to the Lands and Survey Department, which will prepare a large map setting them out in a form easy for reference, with due regard to the natural features of the country. The next step is the calling together of representative commissions, one for each island. They will be constituted as follows:—North Island, unofficial members, Messrs W. H. Buick and H. S. Wardell; official members, Messrs J. Strauchon (Surveyor-General), who will be chairman, E. C. Goldsmith (Chief Surveyor, Auckland), and William Armstrong (Chief Surveyor, Taranaki). South Island: Unofficial members, Messrs C. S. Reeves and T. S. Weston; official members, Messrs T. N. Brodrick (Chief Surveyor, Canterbury), W. T. Neilson (Chief Surveyor, Otago), and G. H. McClure (Chief Surveyor, Westland). The Commissioners will probably be called together during the second week in July. (814, 319, 948, 663)
paragraph: Mr A. Matthews, of the Wairarapa, has been elected President of the New Zealand Romney Breeders' Association. (158, 958, 273, 1000)
paragraph: TOURIST MOTOR CO., Ltd., Hastings. Mr R. POOK, Masterton, Local Agent. (282, 1715, 406, 1747)
paragraph: The Hon. T. Mackenzie, Minister for Agriculture, was in Dannevirke yesterday. (158, 814, 273, 846)
dateline: SYDNEY, June 26. (444, 437, 510, 448)
article-headline: LARGE RESIDENCE DESTROYED (832, 88, 930, 109)
article (415, 791, 539, 874)
paragraph: 10 Mile Handicap. — C. H. Harrison, 3½ Triumph, 1st; K. S. Jamieson, 3½ Triumph, 2nd. (282, 1636, 406, 1668)
column-6 (677, 43, 853, 1783)
article-subheadline: A GAINSBOROUGH PICTURE. (696, 138, 790, 159)
paragraph: Searchlights on the United States battleship Delaware played on the Delaware's fluttering flags with beautiful effect. (282, 409, 406, 451)
